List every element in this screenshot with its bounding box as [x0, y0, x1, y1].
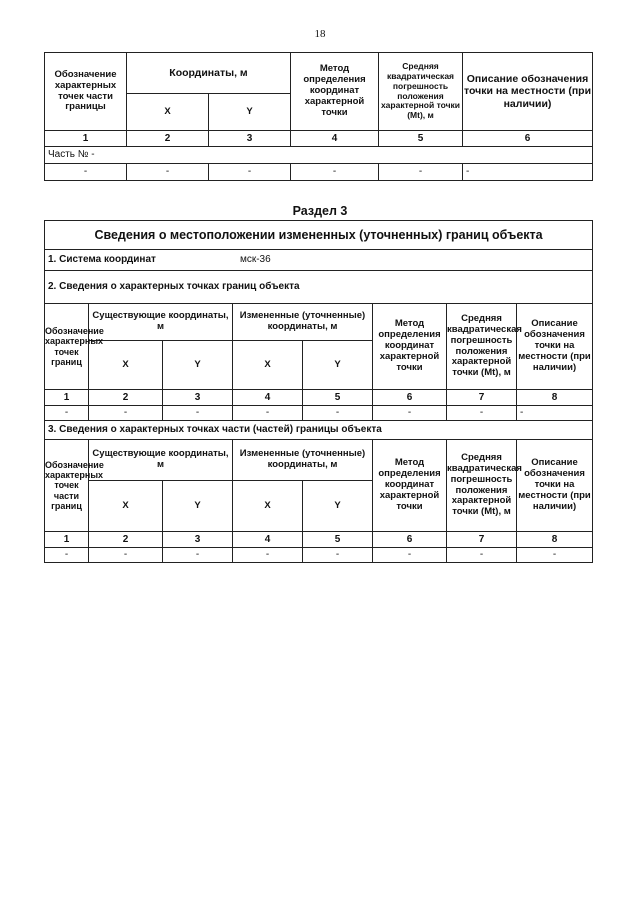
header-y: Y	[303, 481, 373, 532]
table-cell: -	[163, 406, 233, 421]
header-y: Y	[303, 341, 373, 390]
table-cell: -	[45, 406, 89, 421]
table-cell: -	[127, 164, 209, 181]
coord-system-label: 1. Система координат	[48, 254, 156, 266]
header-method: Метод определения координат характерной точки	[373, 304, 447, 390]
header-description: Описание обозначения точки на местности (при наличии)	[517, 304, 593, 390]
column-number: 7	[447, 390, 517, 406]
block2-title: 2. Сведения о характерных точках границ объекта	[45, 271, 593, 304]
header-x: X	[233, 341, 303, 390]
column-number: 1	[45, 131, 127, 147]
table-cell: -	[373, 406, 447, 421]
header-x: X	[89, 481, 163, 532]
header-method: Метод определения координат характерной точки	[291, 53, 379, 131]
page-number: 18	[314, 28, 326, 40]
column-number: 5	[379, 131, 463, 147]
column-number: 8	[517, 390, 593, 406]
header-existing: Существующие координаты, м	[89, 440, 233, 481]
header-mean-error: Средняя квадратическая погрешность положения характерной точки (Mt), м	[379, 53, 463, 131]
column-number: 1	[45, 390, 89, 406]
column-number: 5	[303, 532, 373, 548]
main-title: Сведения о местоположении измененных (уточненных) границ объекта	[45, 221, 593, 250]
column-number: 2	[89, 390, 163, 406]
table-cell: -	[373, 548, 447, 563]
header-designation: Обозначение характерных точек границ	[45, 304, 89, 390]
header-x: X	[233, 481, 303, 532]
header-existing: Существующие координаты, м	[89, 304, 233, 341]
column-number: 5	[303, 390, 373, 406]
table-cell: -	[517, 548, 593, 563]
header-y: Y	[163, 481, 233, 532]
table-cell: -	[303, 406, 373, 421]
coord-system-row	[45, 250, 593, 271]
header-designation: Обозначение характерных точек части границ	[45, 440, 89, 532]
header-x: X	[127, 94, 209, 131]
column-number: 6	[373, 390, 447, 406]
section-title: Раздел 3	[292, 204, 348, 218]
table-cell: -	[303, 548, 373, 563]
column-number: 2	[89, 532, 163, 548]
table-cell: -	[447, 406, 517, 421]
header-description: Описание обозначения точки на местности (при наличии)	[517, 440, 593, 532]
header-x: X	[89, 341, 163, 390]
column-number: 4	[233, 390, 303, 406]
table-cell: -	[517, 406, 593, 421]
table-cell: -	[163, 548, 233, 563]
column-number: 3	[163, 532, 233, 548]
table-cell: -	[89, 548, 163, 563]
header-changed: Измененные (уточненные) координаты, м	[233, 304, 373, 341]
table-cell: -	[45, 164, 127, 181]
column-number: 8	[517, 532, 593, 548]
block3-title: 3. Сведения о характерных точках части (частей) границы объекта	[45, 421, 593, 440]
table-cell: -	[89, 406, 163, 421]
column-number: 7	[447, 532, 517, 548]
part-boundary-points-table	[44, 52, 593, 181]
part-label: Часть № -	[45, 147, 593, 164]
coord-system-value: мск-36	[239, 254, 271, 266]
header-coordinates: Координаты, м	[127, 53, 291, 94]
header-mean-error: Средняя квадратическая погрешность положения характерной точки (Mt), м	[447, 304, 517, 390]
column-number: 6	[373, 532, 447, 548]
table-cell: -	[463, 164, 593, 181]
header-designation: Обозначение характерных точек части границы	[45, 53, 127, 131]
header-y: Y	[163, 341, 233, 390]
column-number: 2	[127, 131, 209, 147]
header-method: Метод определения координат характерной точки	[373, 440, 447, 532]
column-number: 3	[209, 131, 291, 147]
table-cell: -	[45, 548, 89, 563]
section3-table	[44, 220, 593, 563]
column-number: 6	[463, 131, 593, 147]
table-cell: -	[447, 548, 517, 563]
column-number: 1	[45, 532, 89, 548]
table-cell: -	[379, 164, 463, 181]
column-number: 4	[291, 131, 379, 147]
table-cell: -	[291, 164, 379, 181]
column-number: 4	[233, 532, 303, 548]
column-number: 3	[163, 390, 233, 406]
table-cell: -	[233, 548, 303, 563]
header-description: Описание обозначения точки на местности (при наличии)	[463, 53, 593, 131]
header-y: Y	[209, 94, 291, 131]
table-cell: -	[209, 164, 291, 181]
table-cell: -	[233, 406, 303, 421]
header-mean-error: Средняя квадратическая погрешность положения характерной точки (Mt), м	[447, 440, 517, 532]
header-changed: Измененные (уточненные) координаты, м	[233, 440, 373, 481]
